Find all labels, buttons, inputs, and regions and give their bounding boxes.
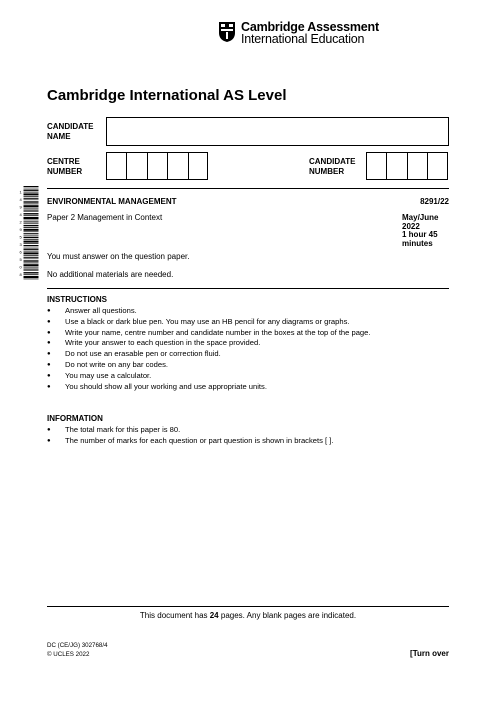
- candidate-number-field[interactable]: [366, 152, 448, 180]
- candidate-name-field[interactable]: [106, 117, 449, 146]
- footer-meta: [47, 641, 108, 659]
- barcode-bar: [24, 267, 39, 268]
- information-item: ● The number of marks for each question or part question is shown in brackets [ ].: [47, 436, 449, 447]
- barcode-digit: 8: [19, 272, 22, 278]
- barcode-digit: 9: [19, 227, 22, 233]
- cambridge-logo: [218, 21, 379, 45]
- barcode-bar: [24, 255, 39, 256]
- centre-number-cell[interactable]: [126, 152, 146, 180]
- barcode-digit: 6: [19, 249, 22, 255]
- exam-session: May/June 2022: [402, 213, 439, 231]
- information-item: ● The total mark for this paper is 80.: [47, 425, 449, 436]
- barcode-bar: [24, 270, 39, 271]
- barcode-graphic: [19, 186, 39, 280]
- barcode-bar: [24, 220, 39, 221]
- centre-number-cell[interactable]: [167, 152, 187, 180]
- footer-divider: [47, 606, 449, 607]
- barcode-bar: [24, 243, 39, 244]
- instructions-list: [47, 306, 449, 392]
- instruction-item: ● Answer all questions.: [47, 306, 449, 317]
- barcode-bar: [24, 245, 39, 246]
- barcode-bar: [24, 211, 39, 212]
- instruction-item: ● Do not write on any bar codes.: [47, 360, 449, 371]
- barcode-bar: [24, 251, 39, 252]
- candidate-name-label: CANDIDATE NAME: [47, 122, 94, 141]
- barcode-bar: [24, 264, 39, 266]
- barcode-digit: 5: [19, 257, 22, 263]
- instruction-item: ● You should show all your working and use appropriate units.: [47, 382, 449, 393]
- instructions-heading: INSTRUCTIONS: [47, 295, 107, 304]
- barcode-bar: [24, 193, 39, 195]
- centre-number-field[interactable]: [106, 152, 208, 180]
- instruction-item: ● Do not use an erasable pen or correction fluid.: [47, 349, 449, 360]
- barcode-bar: [24, 259, 39, 260]
- barcode-bar: [24, 225, 39, 226]
- barcode-bar: [24, 263, 39, 264]
- barcode-bar: [24, 269, 39, 270]
- barcode-digit: 3: [19, 242, 22, 248]
- cambridge-crest-icon: [218, 21, 236, 43]
- subject-name: ENVIRONMENTAL MANAGEMENT: [47, 197, 177, 206]
- barcode-bar: [24, 213, 39, 214]
- barcode-bar: [24, 186, 39, 187]
- barcode-bar: [24, 200, 39, 201]
- centre-number-cell[interactable]: [106, 152, 126, 180]
- barcode-bar: [24, 210, 39, 211]
- turn-over-label: [Turn over: [410, 649, 449, 658]
- candidate-number-cell[interactable]: [427, 152, 447, 180]
- barcode-bar: [24, 227, 39, 228]
- barcode-bar: [24, 237, 39, 238]
- barcode-digit: 9: [19, 204, 22, 210]
- barcode-bar: [24, 192, 39, 193]
- barcode-digit: 4: [19, 212, 22, 218]
- barcode-digit: 5: [19, 234, 22, 240]
- barcode-bar: [24, 235, 39, 236]
- instruction-item: ● You may use a calculator.: [47, 371, 449, 382]
- barcode-bar: [24, 239, 39, 240]
- barcode-bar: [24, 274, 39, 275]
- barcode-digit: 0: [19, 264, 22, 270]
- copyright-notice: © UCLES 2022: [47, 651, 90, 658]
- barcode: [19, 186, 39, 280]
- barcode-bar: [24, 190, 39, 191]
- barcode-bar: [24, 229, 39, 231]
- answer-note: You must answer on the question paper.: [47, 252, 190, 261]
- barcode-digit: 4: [19, 197, 22, 203]
- instruction-item: ● Write your answer to each question in the space provided.: [47, 338, 449, 349]
- barcode-bar: [24, 233, 39, 234]
- instruction-item: ● Use a black or dark blue pen. You may use an HB pencil for any diagrams or graphs.: [47, 317, 449, 328]
- candidate-number-label: CANDIDATE NUMBER: [309, 157, 356, 176]
- barcode-bar: [24, 272, 39, 273]
- barcode-bar: [24, 231, 39, 232]
- barcode-bar: [24, 223, 39, 224]
- barcode-bar: [24, 198, 39, 199]
- candidate-number-cell[interactable]: [407, 152, 427, 180]
- barcode-bar: [24, 260, 39, 261]
- barcode-bar: [24, 221, 39, 222]
- barcode-bar: [24, 276, 39, 278]
- materials-note: No additional materials are needed.: [47, 270, 174, 279]
- candidate-number-cell[interactable]: [366, 152, 386, 180]
- barcode-bar: [24, 247, 39, 248]
- page-title: Cambridge International AS Level: [47, 87, 287, 104]
- barcode-bar: [24, 208, 39, 209]
- barcode-bar: [24, 249, 39, 250]
- centre-number-cell[interactable]: [188, 152, 208, 180]
- paper-title: Paper 2 Management in Context: [47, 213, 163, 222]
- logo-line-2: International Education: [241, 32, 365, 46]
- barcode-bar: [24, 201, 39, 202]
- exam-duration: 1 hour 45 minutes: [402, 230, 438, 248]
- page-count-note: This document has 24 pages. Any blank pages are indicated.: [139, 611, 357, 620]
- barcode-bar: [24, 217, 39, 219]
- barcode-digit: 2: [19, 219, 22, 225]
- barcode-bar: [24, 205, 39, 207]
- barcode-bar: [24, 241, 39, 243]
- instruction-item: ● Write your name, centre number and candidate number in the boxes at the top of the page.: [47, 328, 449, 339]
- barcode-bar: [24, 196, 39, 197]
- barcode-bar: [24, 252, 39, 254]
- divider: [47, 288, 449, 289]
- barcode-bar: [24, 279, 39, 280]
- centre-number-label: CENTRE NUMBER: [47, 157, 83, 176]
- information-list: [47, 425, 449, 447]
- logo-line-1: Cambridge Assessment: [241, 20, 379, 34]
- barcode-bar: [24, 257, 39, 258]
- page-count: 24: [209, 611, 219, 620]
- candidate-number-cell[interactable]: [386, 152, 406, 180]
- centre-number-cell[interactable]: [147, 152, 167, 180]
- document-reference: DC (CE/JG) 302768/4: [47, 642, 108, 649]
- barcode-digit: 1: [19, 189, 22, 195]
- syllabus-code: 8291/22: [420, 197, 449, 206]
- barcode-bar: [24, 215, 39, 216]
- divider: [47, 188, 449, 189]
- information-heading: INFORMATION: [47, 414, 103, 423]
- barcode-bar: [24, 204, 39, 205]
- barcode-bar: [24, 188, 39, 189]
